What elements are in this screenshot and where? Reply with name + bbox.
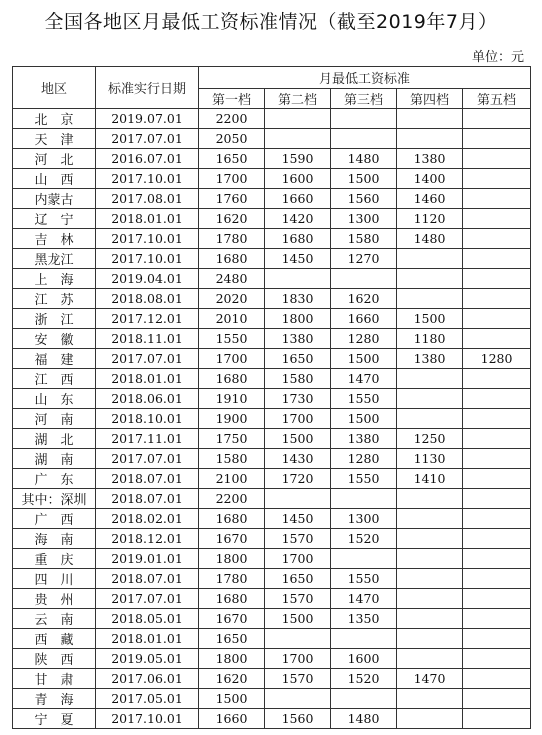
tier-4-cell[interactable]: 1380 bbox=[397, 149, 463, 169]
table-row bbox=[13, 709, 531, 729]
tier-4-cell[interactable]: 1470 bbox=[397, 669, 463, 689]
tier-5-cell[interactable] bbox=[463, 229, 531, 249]
table-row bbox=[13, 589, 531, 609]
tier-5-cell[interactable] bbox=[463, 429, 531, 449]
tier-4-cell[interactable] bbox=[397, 509, 463, 529]
tier-3-cell[interactable] bbox=[331, 489, 397, 509]
tier-1-cell[interactable]: 1700 bbox=[199, 169, 265, 189]
tier-4-cell[interactable] bbox=[397, 109, 463, 129]
date-cell[interactable]: 2017.07.01 bbox=[96, 349, 199, 369]
table-row bbox=[13, 209, 531, 229]
date-cell[interactable]: 2017.05.01 bbox=[96, 689, 199, 709]
tier-1-cell[interactable]: 2010 bbox=[199, 309, 265, 329]
region-cell[interactable]: 海 南 bbox=[13, 529, 96, 549]
table-row bbox=[13, 369, 531, 389]
region-cell[interactable]: 天 津 bbox=[13, 129, 96, 149]
tier-5-cell[interactable] bbox=[463, 209, 531, 229]
tier-4-cell[interactable] bbox=[397, 569, 463, 589]
date-cell[interactable]: 2017.10.01 bbox=[96, 229, 199, 249]
tier-2-cell[interactable]: 1570 bbox=[265, 589, 331, 609]
table-row bbox=[13, 189, 531, 209]
header-tier-3[interactable]: 第三档 bbox=[331, 89, 397, 109]
tier-4-cell[interactable]: 1400 bbox=[397, 169, 463, 189]
date-cell[interactable]: 2017.10.01 bbox=[96, 709, 199, 729]
tier-2-cell[interactable]: 1700 bbox=[265, 649, 331, 669]
tier-1-cell[interactable]: 1760 bbox=[199, 189, 265, 209]
tier-4-cell[interactable]: 1380 bbox=[397, 349, 463, 369]
tier-5-cell[interactable] bbox=[463, 329, 531, 349]
region-cell[interactable]: 云 南 bbox=[13, 609, 96, 629]
tier-1-cell[interactable]: 1800 bbox=[199, 549, 265, 569]
tier-1-cell[interactable]: 1670 bbox=[199, 529, 265, 549]
table-row bbox=[13, 169, 531, 189]
tier-3-cell[interactable]: 1270 bbox=[331, 249, 397, 269]
tier-5-cell[interactable] bbox=[463, 269, 531, 289]
table-row bbox=[13, 489, 531, 509]
tier-1-cell[interactable]: 1650 bbox=[199, 629, 265, 649]
table-row bbox=[13, 249, 531, 269]
table-row bbox=[13, 109, 531, 129]
date-cell[interactable]: 2017.07.01 bbox=[96, 589, 199, 609]
tier-1-cell[interactable]: 1680 bbox=[199, 589, 265, 609]
tier-5-cell[interactable] bbox=[463, 369, 531, 389]
tier-4-cell[interactable] bbox=[397, 389, 463, 409]
table-row bbox=[13, 129, 531, 149]
table-row bbox=[13, 549, 531, 569]
tier-4-cell[interactable] bbox=[397, 549, 463, 569]
region-cell[interactable]: 山 东 bbox=[13, 389, 96, 409]
tier-3-cell[interactable]: 1550 bbox=[331, 469, 397, 489]
tier-5-cell[interactable] bbox=[463, 589, 531, 609]
tier-5-cell[interactable] bbox=[463, 629, 531, 649]
table-body bbox=[13, 109, 531, 729]
tier-4-cell[interactable]: 1500 bbox=[397, 309, 463, 329]
tier-5-cell[interactable] bbox=[463, 489, 531, 509]
tier-3-cell[interactable] bbox=[331, 129, 397, 149]
tier-2-cell[interactable]: 1580 bbox=[265, 369, 331, 389]
region-cell[interactable]: 河 北 bbox=[13, 149, 96, 169]
region-cell[interactable]: 黑龙江 bbox=[13, 249, 96, 269]
tier-1-cell[interactable]: 1780 bbox=[199, 569, 265, 589]
region-cell[interactable]: 贵 州 bbox=[13, 589, 96, 609]
date-cell[interactable]: 2019.01.01 bbox=[96, 549, 199, 569]
tier-1-cell[interactable]: 1780 bbox=[199, 229, 265, 249]
tier-1-cell[interactable]: 1620 bbox=[199, 669, 265, 689]
tier-4-cell[interactable] bbox=[397, 709, 463, 729]
tier-2-cell[interactable]: 1570 bbox=[265, 669, 331, 689]
tier-1-cell[interactable]: 2020 bbox=[199, 289, 265, 309]
tier-5-cell[interactable] bbox=[463, 309, 531, 329]
tier-3-cell[interactable]: 1300 bbox=[331, 209, 397, 229]
tier-5-cell[interactable] bbox=[463, 689, 531, 709]
tier-3-cell[interactable]: 1600 bbox=[331, 649, 397, 669]
tier-3-cell[interactable]: 1560 bbox=[331, 189, 397, 209]
tier-5-cell[interactable]: 1280 bbox=[463, 349, 531, 369]
header-date[interactable]: 标准实行日期 bbox=[96, 67, 199, 109]
region-cell[interactable]: 内蒙古 bbox=[13, 189, 96, 209]
tier-1-cell[interactable]: 2480 bbox=[199, 269, 265, 289]
date-cell[interactable]: 2017.07.01 bbox=[96, 449, 199, 469]
region-cell[interactable]: 江 苏 bbox=[13, 289, 96, 309]
region-cell[interactable]: 湖 北 bbox=[13, 429, 96, 449]
tier-5-cell[interactable] bbox=[463, 129, 531, 149]
tier-2-cell[interactable] bbox=[265, 489, 331, 509]
tier-2-cell[interactable]: 1650 bbox=[265, 569, 331, 589]
region-cell[interactable]: 广 西 bbox=[13, 509, 96, 529]
tier-3-cell[interactable]: 1660 bbox=[331, 309, 397, 329]
table-row bbox=[13, 669, 531, 689]
tier-2-cell[interactable] bbox=[265, 689, 331, 709]
tier-4-cell[interactable] bbox=[397, 589, 463, 609]
date-cell[interactable]: 2019.07.01 bbox=[96, 109, 199, 129]
tier-2-cell[interactable] bbox=[265, 129, 331, 149]
region-cell[interactable]: 福 建 bbox=[13, 349, 96, 369]
date-cell[interactable]: 2016.07.01 bbox=[96, 149, 199, 169]
table-row bbox=[13, 149, 531, 169]
tier-3-cell[interactable]: 1550 bbox=[331, 569, 397, 589]
date-cell[interactable]: 2017.06.01 bbox=[96, 669, 199, 689]
table-row bbox=[13, 229, 531, 249]
tier-5-cell[interactable] bbox=[463, 669, 531, 689]
wage-table bbox=[12, 66, 531, 729]
date-cell[interactable]: 2018.10.01 bbox=[96, 409, 199, 429]
tier-2-cell[interactable]: 1590 bbox=[265, 149, 331, 169]
tier-4-cell[interactable]: 1480 bbox=[397, 229, 463, 249]
tier-1-cell[interactable]: 2200 bbox=[199, 109, 265, 129]
region-cell[interactable]: 浙 江 bbox=[13, 309, 96, 329]
region-cell[interactable]: 陕 西 bbox=[13, 649, 96, 669]
tier-5-cell[interactable] bbox=[463, 389, 531, 409]
date-cell[interactable]: 2017.10.01 bbox=[96, 249, 199, 269]
table-row bbox=[13, 629, 531, 649]
date-cell[interactable]: 2018.07.01 bbox=[96, 489, 199, 509]
tier-1-cell[interactable]: 1700 bbox=[199, 349, 265, 369]
tier-5-cell[interactable] bbox=[463, 649, 531, 669]
tier-2-cell[interactable]: 1650 bbox=[265, 349, 331, 369]
tier-4-cell[interactable]: 1180 bbox=[397, 329, 463, 349]
date-cell[interactable]: 2018.05.01 bbox=[96, 609, 199, 629]
date-cell[interactable]: 2018.01.01 bbox=[96, 209, 199, 229]
tier-5-cell[interactable] bbox=[463, 529, 531, 549]
tier-4-cell[interactable] bbox=[397, 249, 463, 269]
region-cell[interactable]: 湖 南 bbox=[13, 449, 96, 469]
table-row bbox=[13, 409, 531, 429]
region-cell[interactable]: 北 京 bbox=[13, 109, 96, 129]
header-region[interactable]: 地区 bbox=[13, 67, 96, 109]
tier-2-cell[interactable]: 1430 bbox=[265, 449, 331, 469]
date-cell[interactable]: 2019.04.01 bbox=[96, 269, 199, 289]
date-cell[interactable]: 2017.08.01 bbox=[96, 189, 199, 209]
date-cell[interactable]: 2018.12.01 bbox=[96, 529, 199, 549]
tier-3-cell[interactable]: 1280 bbox=[331, 449, 397, 469]
tier-3-cell[interactable] bbox=[331, 549, 397, 569]
tier-5-cell[interactable] bbox=[463, 289, 531, 309]
tier-2-cell[interactable]: 1830 bbox=[265, 289, 331, 309]
tier-1-cell[interactable]: 1680 bbox=[199, 249, 265, 269]
header-wage-group[interactable]: 月最低工资标准 bbox=[199, 67, 531, 89]
tier-2-cell[interactable]: 1450 bbox=[265, 509, 331, 529]
table-row bbox=[13, 349, 531, 369]
region-cell[interactable]: 青 海 bbox=[13, 689, 96, 709]
table-row bbox=[13, 389, 531, 409]
tier-1-cell[interactable]: 1660 bbox=[199, 709, 265, 729]
tier-3-cell[interactable]: 1480 bbox=[331, 149, 397, 169]
tier-5-cell[interactable] bbox=[463, 149, 531, 169]
tier-4-cell[interactable] bbox=[397, 489, 463, 509]
region-cell[interactable]: 上 海 bbox=[13, 269, 96, 289]
header-tier-1[interactable]: 第一档 bbox=[199, 89, 265, 109]
table-row bbox=[13, 309, 531, 329]
tier-5-cell[interactable] bbox=[463, 609, 531, 629]
tier-5-cell[interactable] bbox=[463, 189, 531, 209]
tier-3-cell[interactable]: 1620 bbox=[331, 289, 397, 309]
tier-3-cell[interactable]: 1500 bbox=[331, 349, 397, 369]
tier-4-cell[interactable] bbox=[397, 409, 463, 429]
tier-1-cell[interactable]: 1650 bbox=[199, 149, 265, 169]
region-cell[interactable]: 重 庆 bbox=[13, 549, 96, 569]
tier-4-cell[interactable] bbox=[397, 689, 463, 709]
tier-1-cell[interactable]: 1580 bbox=[199, 449, 265, 469]
tier-2-cell[interactable]: 1420 bbox=[265, 209, 331, 229]
tier-5-cell[interactable] bbox=[463, 469, 531, 489]
tier-4-cell[interactable] bbox=[397, 629, 463, 649]
tier-3-cell[interactable]: 1580 bbox=[331, 229, 397, 249]
tier-1-cell[interactable]: 1900 bbox=[199, 409, 265, 429]
tier-1-cell[interactable]: 1800 bbox=[199, 649, 265, 669]
table-row bbox=[13, 289, 531, 309]
tier-2-cell[interactable]: 1600 bbox=[265, 169, 331, 189]
tier-2-cell[interactable]: 1720 bbox=[265, 469, 331, 489]
tier-3-cell[interactable]: 1550 bbox=[331, 389, 397, 409]
tier-3-cell[interactable]: 1520 bbox=[331, 529, 397, 549]
region-cell[interactable]: 河 南 bbox=[13, 409, 96, 429]
tier-3-cell[interactable]: 1350 bbox=[331, 609, 397, 629]
tier-1-cell[interactable]: 2100 bbox=[199, 469, 265, 489]
tier-1-cell[interactable]: 1670 bbox=[199, 609, 265, 629]
date-cell[interactable]: 2017.11.01 bbox=[96, 429, 199, 449]
tier-2-cell[interactable]: 1570 bbox=[265, 529, 331, 549]
tier-4-cell[interactable]: 1410 bbox=[397, 469, 463, 489]
tier-1-cell[interactable]: 1680 bbox=[199, 509, 265, 529]
tier-1-cell[interactable]: 1550 bbox=[199, 329, 265, 349]
tier-4-cell[interactable]: 1460 bbox=[397, 189, 463, 209]
tier-5-cell[interactable] bbox=[463, 409, 531, 429]
tier-3-cell[interactable]: 1380 bbox=[331, 429, 397, 449]
tier-2-cell[interactable] bbox=[265, 629, 331, 649]
tier-1-cell[interactable]: 1910 bbox=[199, 389, 265, 409]
table-row bbox=[13, 329, 531, 349]
tier-3-cell[interactable]: 1520 bbox=[331, 669, 397, 689]
tier-4-cell[interactable] bbox=[397, 289, 463, 309]
tier-4-cell[interactable]: 1120 bbox=[397, 209, 463, 229]
region-cell[interactable]: 西 藏 bbox=[13, 629, 96, 649]
date-cell[interactable]: 2018.01.01 bbox=[96, 629, 199, 649]
tier-3-cell[interactable] bbox=[331, 689, 397, 709]
region-cell[interactable]: 宁 夏 bbox=[13, 709, 96, 729]
date-cell[interactable]: 2017.10.01 bbox=[96, 169, 199, 189]
tier-3-cell[interactable] bbox=[331, 109, 397, 129]
date-cell[interactable]: 2018.07.01 bbox=[96, 469, 199, 489]
region-cell[interactable]: 山 西 bbox=[13, 169, 96, 189]
tier-3-cell[interactable] bbox=[331, 629, 397, 649]
header-tier-5[interactable]: 第五档 bbox=[463, 89, 531, 109]
table-row bbox=[13, 609, 531, 629]
region-cell[interactable]: 辽 宁 bbox=[13, 209, 96, 229]
tier-5-cell[interactable] bbox=[463, 569, 531, 589]
tier-3-cell[interactable]: 1300 bbox=[331, 509, 397, 529]
tier-3-cell[interactable]: 1280 bbox=[331, 329, 397, 349]
tier-1-cell[interactable]: 1620 bbox=[199, 209, 265, 229]
table-row bbox=[13, 689, 531, 709]
table-row bbox=[13, 269, 531, 289]
tier-3-cell[interactable] bbox=[331, 269, 397, 289]
tier-3-cell[interactable]: 1500 bbox=[331, 169, 397, 189]
table-row bbox=[13, 649, 531, 669]
tier-4-cell[interactable] bbox=[397, 649, 463, 669]
tier-2-cell[interactable]: 1500 bbox=[265, 609, 331, 629]
tier-5-cell[interactable] bbox=[463, 549, 531, 569]
tier-2-cell[interactable]: 1660 bbox=[265, 189, 331, 209]
header-tier-2[interactable]: 第二档 bbox=[265, 89, 331, 109]
tier-5-cell[interactable] bbox=[463, 249, 531, 269]
tier-4-cell[interactable]: 1130 bbox=[397, 449, 463, 469]
tier-4-cell[interactable] bbox=[397, 269, 463, 289]
tier-2-cell[interactable] bbox=[265, 269, 331, 289]
tier-1-cell[interactable]: 1680 bbox=[199, 369, 265, 389]
tier-2-cell[interactable]: 1700 bbox=[265, 409, 331, 429]
date-cell[interactable]: 2017.12.01 bbox=[96, 309, 199, 329]
region-cell[interactable]: 吉 林 bbox=[13, 229, 96, 249]
tier-4-cell[interactable] bbox=[397, 369, 463, 389]
tier-5-cell[interactable] bbox=[463, 709, 531, 729]
table-row bbox=[13, 529, 531, 549]
tier-4-cell[interactable] bbox=[397, 529, 463, 549]
region-cell[interactable]: 广 东 bbox=[13, 469, 96, 489]
tier-4-cell[interactable] bbox=[397, 609, 463, 629]
tier-5-cell[interactable] bbox=[463, 509, 531, 529]
page-title: 全国各地区月最低工资标准情况（截至2019年7月） bbox=[44, 11, 498, 33]
tier-2-cell[interactable]: 1380 bbox=[265, 329, 331, 349]
tier-2-cell[interactable]: 1560 bbox=[265, 709, 331, 729]
region-cell[interactable]: 江 西 bbox=[13, 369, 96, 389]
date-cell[interactable]: 2018.02.01 bbox=[96, 509, 199, 529]
date-cell[interactable]: 2018.07.01 bbox=[96, 569, 199, 589]
tier-2-cell[interactable]: 1450 bbox=[265, 249, 331, 269]
tier-1-cell[interactable]: 1750 bbox=[199, 429, 265, 449]
tier-1-cell[interactable]: 1500 bbox=[199, 689, 265, 709]
table-row bbox=[13, 569, 531, 589]
tier-4-cell[interactable] bbox=[397, 129, 463, 149]
tier-5-cell[interactable] bbox=[463, 169, 531, 189]
tier-5-cell[interactable] bbox=[463, 109, 531, 129]
tier-5-cell[interactable] bbox=[463, 449, 531, 469]
table-row bbox=[13, 469, 531, 489]
date-cell[interactable]: 2018.01.01 bbox=[96, 369, 199, 389]
table-row bbox=[13, 509, 531, 529]
date-cell[interactable]: 2019.05.01 bbox=[96, 649, 199, 669]
tier-2-cell[interactable]: 1800 bbox=[265, 309, 331, 329]
tier-2-cell[interactable]: 1680 bbox=[265, 229, 331, 249]
tier-4-cell[interactable]: 1250 bbox=[397, 429, 463, 449]
date-cell[interactable]: 2018.08.01 bbox=[96, 289, 199, 309]
tier-3-cell[interactable]: 1500 bbox=[331, 409, 397, 429]
tier-2-cell[interactable] bbox=[265, 109, 331, 129]
tier-3-cell[interactable]: 1470 bbox=[331, 589, 397, 609]
tier-3-cell[interactable]: 1470 bbox=[331, 369, 397, 389]
region-cell[interactable]: 四 川 bbox=[13, 569, 96, 589]
tier-2-cell[interactable]: 1500 bbox=[265, 429, 331, 449]
region-cell[interactable]: 其中：深圳 bbox=[13, 489, 96, 509]
date-cell[interactable]: 2018.06.01 bbox=[96, 389, 199, 409]
table-row bbox=[13, 429, 531, 449]
date-cell[interactable]: 2018.11.01 bbox=[96, 329, 199, 349]
region-cell[interactable]: 安 徽 bbox=[13, 329, 96, 349]
tier-1-cell[interactable]: 2200 bbox=[199, 489, 265, 509]
tier-2-cell[interactable]: 1730 bbox=[265, 389, 331, 409]
tier-3-cell[interactable]: 1480 bbox=[331, 709, 397, 729]
region-cell[interactable]: 甘 肃 bbox=[13, 669, 96, 689]
tier-2-cell[interactable]: 1700 bbox=[265, 549, 331, 569]
date-cell[interactable]: 2017.07.01 bbox=[96, 129, 199, 149]
unit-label: 单位：元 bbox=[471, 50, 524, 65]
tier-1-cell[interactable]: 2050 bbox=[199, 129, 265, 149]
table-row bbox=[13, 449, 531, 469]
header-tier-4[interactable]: 第四档 bbox=[397, 89, 463, 109]
